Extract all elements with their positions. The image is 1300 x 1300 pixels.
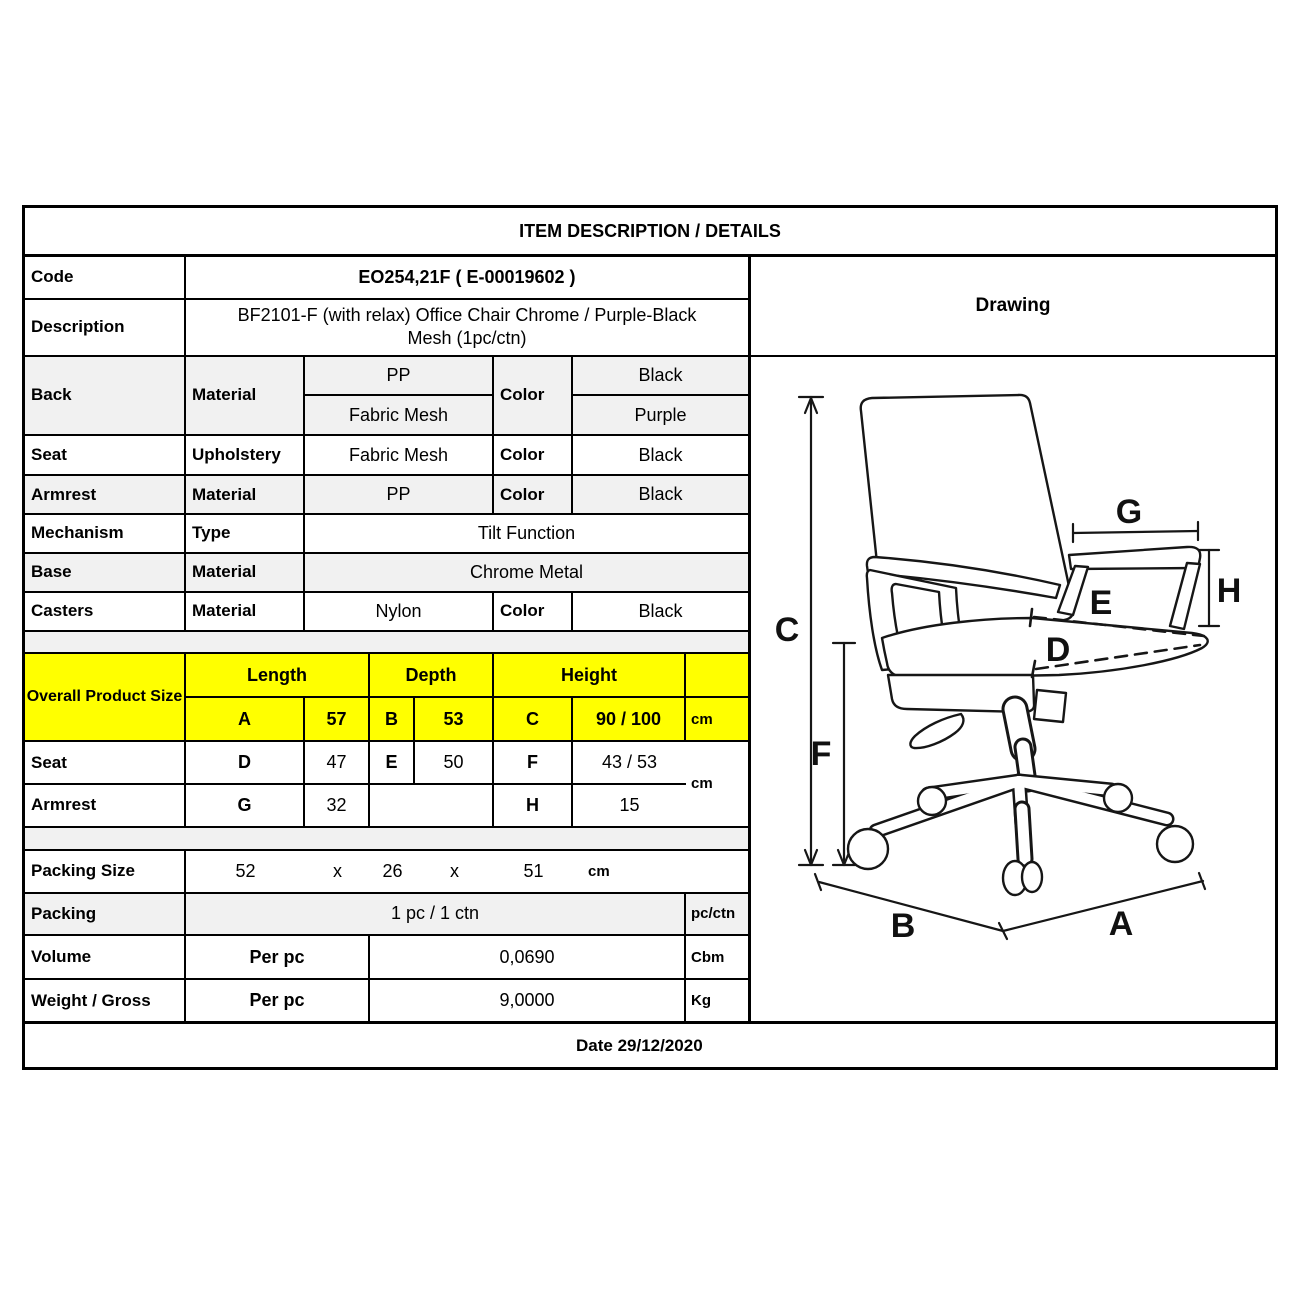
overall-unit (686, 698, 748, 740)
size-header-empty (686, 654, 748, 696)
back-materials (305, 357, 494, 435)
dim-label-d: D (1045, 631, 1071, 669)
casters-color-label: Color (494, 593, 573, 630)
dim-h-value: 15 (619, 794, 640, 815)
packing-dim-2: 26 (382, 860, 403, 881)
size-empty-cell (370, 785, 494, 826)
dim-c-value: 90 / 100 (573, 698, 686, 740)
weight-value: 9,0000 (370, 980, 686, 1021)
table-row (25, 300, 748, 357)
seat-label: Seat (25, 436, 186, 474)
overall-size-label: Overall Product Size (25, 654, 186, 740)
seat-material: Fabric Mesh (305, 436, 494, 474)
size-header-row (186, 654, 748, 698)
dim-h-key: H (494, 785, 573, 826)
packing-size-values (186, 851, 748, 892)
table-row-back (25, 357, 748, 437)
dim-d-key: D (186, 742, 305, 783)
packing-row (25, 894, 748, 937)
code-value: EO254,21F ( E-00019602 ) (358, 266, 576, 287)
chair-technical-drawing (751, 357, 1275, 1024)
spec-sheet (22, 205, 1278, 1070)
dim-g-key: G (186, 785, 305, 826)
base-label: Base (25, 554, 186, 591)
dim-label-b: B (890, 907, 916, 945)
mechanism-attr: Type (186, 515, 305, 552)
caster-wheel (918, 787, 946, 815)
overall-size-grid (186, 654, 748, 740)
dim-b-value: 53 (415, 698, 494, 740)
chair-gas-lift (1015, 709, 1028, 783)
dim-e-key: E (370, 742, 415, 783)
seat-size-row (25, 742, 686, 785)
casters-material: Nylon (305, 593, 494, 630)
armrest-material: PP (305, 476, 494, 513)
back-attr: Material (186, 357, 305, 435)
chair-mechanism-box (1034, 690, 1066, 722)
back-material-2: Fabric Mesh (348, 404, 449, 425)
armrest-attr: Material (186, 476, 305, 513)
dim-f-key: F (494, 742, 573, 783)
packing-unit (686, 894, 748, 935)
dim-label-h: H (1216, 572, 1242, 610)
weight-label: Weight / Gross (25, 980, 186, 1021)
packing-value: 1 pc / 1 ctn (186, 894, 686, 935)
back-label: Back (25, 357, 186, 435)
packing-size-unit-text: cm (588, 862, 610, 880)
seat-size-label: Seat (25, 742, 186, 783)
sheet-body (25, 257, 1275, 1024)
mechanism-value: Tilt Function (477, 522, 576, 543)
packing-label: Packing (25, 894, 186, 935)
chair-armrest-right (1058, 547, 1200, 629)
date-text: Date 29/12/2020 (576, 1035, 703, 1055)
base-value: Chrome Metal (469, 561, 584, 582)
table-row-casters (25, 593, 748, 632)
weight-per: Per pc (186, 980, 370, 1021)
spacer-row (25, 632, 748, 655)
dim-label-a: A (1108, 905, 1134, 943)
dim-a-value: 57 (305, 698, 370, 740)
volume-row (25, 936, 748, 980)
casters-color: Black (638, 600, 683, 621)
dim-label-c: C (774, 611, 800, 649)
overall-size-block (25, 654, 748, 742)
armrest-label: Armrest (25, 476, 186, 513)
length-header: Length (186, 654, 370, 696)
dim-label-f: F (810, 735, 832, 773)
weight-unit-text: Kg (691, 992, 711, 1010)
packing-size-row (25, 851, 748, 894)
dim-c-key: C (494, 698, 573, 740)
detail-size-block (25, 742, 748, 828)
weight-unit (686, 980, 748, 1021)
spacer-row (25, 828, 748, 851)
dim-e-value: 50 (415, 742, 494, 783)
spec-table (25, 257, 751, 1021)
date-row (25, 1024, 1275, 1067)
description-text: BF2101-F (with relax) Office Chair Chrome / Purple-Black Mesh (1pc/ctn) (237, 304, 697, 349)
description-value (186, 300, 748, 355)
volume-value: 0,0690 (370, 936, 686, 978)
armrest-color-label: Color (494, 476, 573, 513)
packing-x-1: x (333, 860, 342, 881)
drawing-column (751, 257, 1275, 1021)
back-colors (573, 357, 748, 435)
packing-x-2: x (450, 860, 459, 881)
packing-size-unit (573, 863, 610, 880)
armrest-size-row (25, 785, 686, 826)
caster-wheel (1022, 862, 1042, 892)
dim-g-value: 32 (305, 785, 370, 826)
caster-wheel (1104, 784, 1132, 812)
table-row-base (25, 554, 748, 593)
volume-unit (686, 936, 748, 978)
table-row-seat (25, 436, 748, 476)
size-values-row (186, 698, 748, 740)
height-header: Height (494, 654, 686, 696)
detail-size-rows (25, 742, 686, 826)
table-row-mechanism (25, 515, 748, 554)
armrest-size-label: Armrest (25, 785, 186, 826)
drawing-title: Drawing (751, 257, 1275, 357)
back-color-label: Color (494, 357, 573, 435)
size-unit-text: cm (691, 775, 713, 793)
dimension-line-f (833, 643, 855, 865)
dimension-line-c (799, 397, 823, 865)
casters-attr: Material (186, 593, 305, 630)
dim-d-value: 47 (305, 742, 370, 783)
mechanism-label: Mechanism (25, 515, 186, 552)
chair-tilt-lever (910, 714, 963, 748)
code-label: Code (25, 257, 186, 298)
seat-color-label: Color (494, 436, 573, 474)
back-material-1: PP (305, 357, 492, 397)
packing-dim-3: 51 (523, 860, 544, 881)
sheet-title: ITEM DESCRIPTION / DETAILS (25, 208, 1275, 257)
volume-unit-text: Cbm (691, 948, 725, 966)
packing-unit-text: pc/ctn (691, 905, 736, 923)
overall-unit-text: cm (691, 710, 713, 728)
volume-label: Volume (25, 936, 186, 978)
dim-b-key: B (370, 698, 415, 740)
dim-f-value: 43 / 53 (601, 752, 658, 772)
back-color-2: Purple (634, 404, 687, 425)
drawing-area (751, 357, 1275, 1021)
table-row (25, 257, 748, 300)
base-attr: Material (186, 554, 305, 591)
dim-a-key: A (186, 698, 305, 740)
seat-color: Black (638, 444, 683, 465)
packing-size-label: Packing Size (25, 851, 186, 892)
caster-wheel (1157, 826, 1193, 862)
casters-label: Casters (25, 593, 186, 630)
caster-wheel (848, 829, 888, 869)
back-color-1: Black (573, 357, 748, 397)
size-unit-cell (686, 742, 748, 826)
depth-header: Depth (370, 654, 494, 696)
packing-dim-1: 52 (235, 860, 256, 881)
armrest-color: Black (638, 484, 683, 505)
weight-row (25, 980, 748, 1021)
seat-attr: Upholstery (186, 436, 305, 474)
table-row-armrest (25, 476, 748, 515)
dim-label-g: G (1115, 493, 1143, 531)
description-label: Description (25, 300, 186, 355)
dim-label-e: E (1089, 584, 1113, 622)
volume-per: Per pc (186, 936, 370, 978)
